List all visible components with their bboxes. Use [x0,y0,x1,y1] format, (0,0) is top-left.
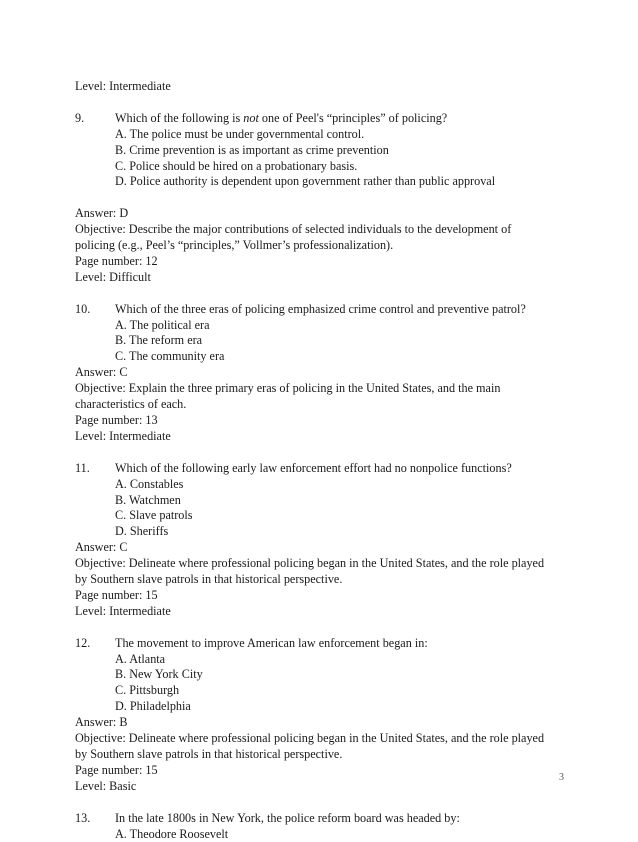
answer-option: D. Police authority is dependent upon government rather than public approval [75,174,595,190]
question-stem: Which of the three eras of policing emphasized crime control and preventive patrol? [115,302,526,316]
answer-option: D. Philadelphia [75,699,595,715]
answer-text: Answer: C [75,540,595,556]
level-text: Level: Intermediate [75,604,595,620]
answer-option: A. Theodore Roosevelt [75,827,595,842]
answer-option: A. The political era [75,318,595,334]
answer-option: D. Sheriffs [75,524,595,540]
answer-option: B. Crime prevention is as important as crime prevention [75,143,595,159]
question-stem: The movement to improve American law enforcement began in: [115,636,428,650]
question-number: 9. [75,111,115,127]
question-12 [75,636,595,795]
question-number: 10. [75,302,115,318]
answer-option: C. Pittsburgh [75,683,595,699]
answer-option: A. The police must be under governmental control. [75,127,595,143]
question-stem: Which of the following is not one of Peel's “principles” of policing? [115,111,447,125]
level-text: Level: Difficult [75,270,595,286]
question-9 [75,111,595,286]
objective-text: Objective: Explain the three primary eras of policing in the United States, and the main [75,381,595,397]
objective-text: by Southern slave patrols in that historical perspective. [75,747,595,763]
page-number: 3 [559,772,564,783]
answer-option: B. The reform era [75,333,595,349]
answer-option: C. The community era [75,349,595,365]
answer-option: B. Watchmen [75,493,595,509]
level-text: Level: Intermediate [75,79,595,95]
objective-text: Objective: Delineate where professional policing began in the United States, and the role played [75,556,595,572]
answer-option: C. Slave patrols [75,508,595,524]
question-13 [75,811,595,842]
answer-text: Answer: C [75,365,595,381]
question-number: 13. [75,811,115,827]
page-number-text: Page number: 15 [75,763,595,779]
level-text: Level: Basic [75,779,595,795]
objective-text: policing (e.g., Peel’s “principles,” Vollmer’s professionalization). [75,238,595,254]
document-page [75,79,595,842]
objective-text: Objective: Delineate where professional policing began in the United States, and the role played [75,731,595,747]
page-number-text: Page number: 13 [75,413,595,429]
answer-option: A. Atlanta [75,652,595,668]
answer-option: B. New York City [75,667,595,683]
objective-text: Objective: Describe the major contributions of selected individuals to the development of [75,222,595,238]
answer-option: C. Police should be hired on a probationary basis. [75,159,595,175]
answer-text: Answer: B [75,715,595,731]
question-number: 12. [75,636,115,652]
question-stem: In the late 1800s in New York, the police reform board was headed by: [115,811,460,825]
page-number-text: Page number: 12 [75,254,595,270]
page-number-text: Page number: 15 [75,588,595,604]
answer-option: A. Constables [75,477,595,493]
objective-text: characteristics of each. [75,397,595,413]
level-text: Level: Intermediate [75,429,595,445]
objective-text: by Southern slave patrols in that historical perspective. [75,572,595,588]
question-stem: Which of the following early law enforcement effort had no nonpolice functions? [115,461,512,475]
answer-text: Answer: D [75,206,595,222]
question-number: 11. [75,461,115,477]
question-11 [75,461,595,620]
question-10 [75,302,595,445]
